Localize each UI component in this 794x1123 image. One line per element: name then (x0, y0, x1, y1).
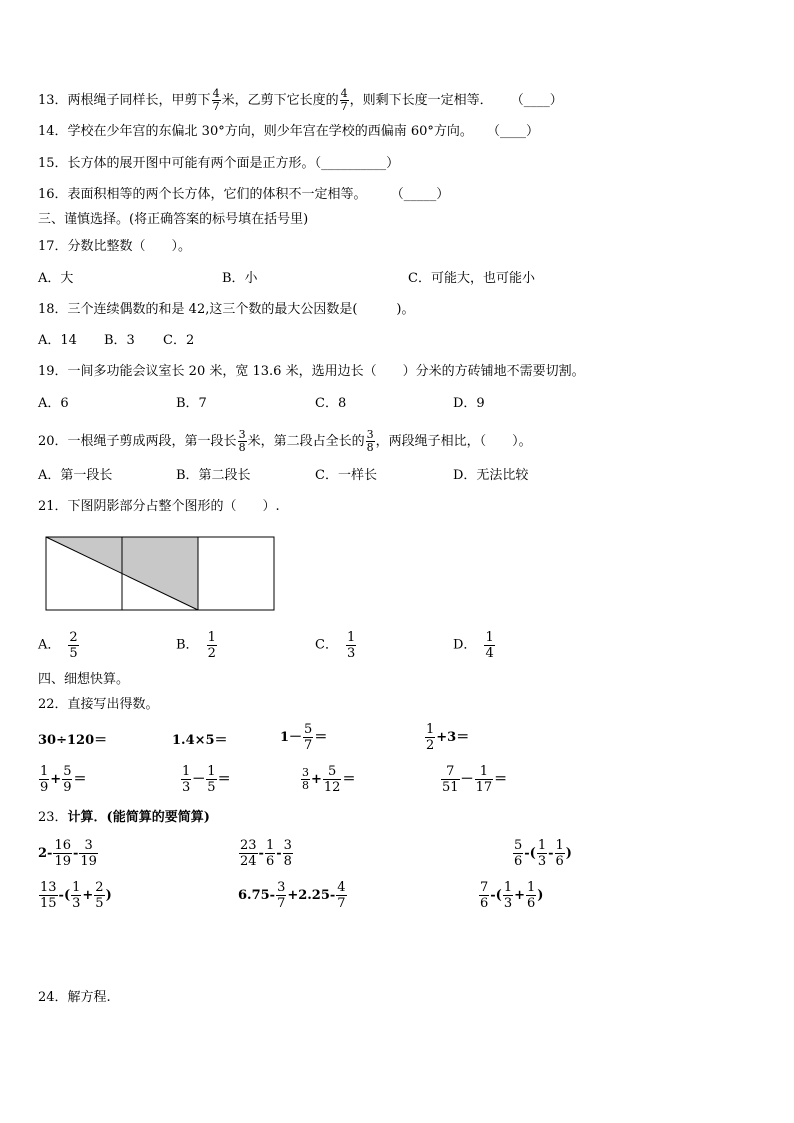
text-segment: 23． (38, 810, 68, 825)
text-segment: - (73, 846, 79, 861)
fraction (39, 880, 58, 911)
text-segment: C． (315, 637, 338, 653)
answer-blank[interactable]: （____） (487, 124, 540, 139)
calc-item (38, 838, 99, 869)
fraction (479, 880, 489, 911)
calc-item (38, 880, 112, 911)
fraction (503, 880, 513, 911)
calc-item: 1.4×5＝ (172, 733, 228, 748)
text-segment: 解方程. (67, 990, 111, 1005)
question-24 (38, 990, 111, 1006)
text-segment: -( (58, 888, 71, 903)
calc-item (280, 722, 327, 753)
option-c[interactable]: C．2 (163, 333, 195, 348)
text-segment: 三个连续偶数的和是 42,这三个数的最大公因数是( )。 (67, 302, 415, 317)
numerator: 23 (240, 838, 257, 853)
denominator: 4 (485, 646, 494, 661)
text-segment: 1－ (280, 730, 303, 745)
option-c[interactable]: C．可能大，也可能小 (408, 271, 535, 286)
denominator: 6 (265, 854, 275, 869)
calc-item (512, 838, 572, 869)
text-segment: 分数比整数（ ）。 (67, 239, 192, 254)
text-segment: ＝ (217, 772, 231, 787)
fraction (513, 838, 523, 869)
denominator: 8 (366, 441, 374, 454)
numerator: 1 (40, 764, 49, 779)
numerator: 2 (95, 880, 104, 895)
fraction (276, 880, 286, 911)
option-b[interactable]: B．小 (222, 271, 258, 286)
text-segment: 24． (38, 990, 68, 1005)
numerator: 7 (446, 764, 455, 779)
question-15 (38, 156, 399, 172)
text-segment: +3＝ (436, 730, 470, 745)
text-segment: 17． (38, 239, 68, 254)
numerator: 3 (277, 880, 286, 895)
text-segment: 16． (38, 187, 68, 202)
question-14 (38, 124, 539, 140)
option-b[interactable]: B．7 (176, 396, 207, 411)
calc-item: 30÷120＝ (38, 733, 108, 748)
text-segment: 15． (38, 156, 68, 171)
text-segment: -( (490, 888, 502, 903)
question-13 (38, 88, 563, 113)
denominator: 24 (240, 854, 257, 869)
denominator: 6 (527, 896, 536, 911)
numerator: 1 (485, 630, 494, 645)
option-b[interactable]: B．第二段长 (176, 468, 251, 483)
text-segment: 计算．(能简算的要简算) (67, 810, 210, 825)
denominator: 7 (212, 100, 220, 113)
calc-item (238, 880, 348, 911)
numerator: 1 (555, 838, 564, 853)
denominator: 12 (323, 780, 341, 795)
denominator: 9 (63, 780, 72, 795)
option-a[interactable]: A．14 (38, 333, 77, 348)
fraction (340, 88, 349, 113)
fraction (283, 838, 293, 869)
fraction (366, 429, 375, 454)
shaded-rectangle-figure (45, 536, 277, 612)
question-19 (38, 364, 585, 380)
question-23 (38, 810, 210, 826)
calc-item (38, 764, 86, 795)
calc-item (238, 838, 294, 869)
text-segment: D． (453, 637, 477, 653)
fraction (323, 764, 342, 795)
fraction (336, 880, 346, 911)
numerator: 3 (84, 838, 93, 853)
text-segment: － (192, 772, 206, 787)
answer-blank[interactable]: （__________） (314, 156, 400, 171)
fraction (425, 722, 435, 753)
numerator: 2 (69, 630, 78, 645)
option-d[interactable] (453, 630, 496, 661)
text-segment: ＝ (314, 730, 328, 745)
question-22 (38, 697, 159, 713)
fraction (238, 429, 247, 454)
calc-item (424, 722, 469, 753)
question-16 (38, 187, 449, 203)
denominator: 9 (40, 780, 49, 795)
text-segment: 21． (38, 499, 68, 514)
text-segment: ＝ (342, 772, 356, 787)
calc-item (478, 880, 543, 911)
text-segment: 一间多功能会议室长 20 米，宽 13.6 米，选用边长（ ）分米的方砖铺地不需要切割。 (67, 364, 585, 379)
numerator: 3 (283, 838, 292, 853)
numerator: 1 (537, 838, 547, 853)
denominator: 6 (480, 896, 489, 911)
fraction (62, 764, 72, 795)
option-d[interactable]: D．无法比较 (453, 468, 529, 483)
numerator: 3 (302, 766, 309, 779)
text-segment: B． (176, 637, 199, 653)
answer-blank[interactable]: （____） (510, 93, 563, 108)
fraction (475, 764, 494, 795)
denominator: 19 (54, 854, 71, 869)
option-a[interactable] (38, 630, 80, 661)
text-segment: 6.75- (238, 888, 276, 903)
text-segment: ) (565, 846, 572, 861)
fraction (537, 838, 547, 869)
numerator: 1 (527, 880, 536, 895)
option-b[interactable] (176, 630, 218, 661)
fraction (94, 880, 104, 911)
text-segment: - (258, 846, 264, 861)
numerator: 1 (479, 764, 488, 779)
numerator: 4 (212, 87, 220, 100)
calc-item (440, 764, 507, 795)
question-17 (38, 239, 191, 255)
calc-item (180, 764, 231, 795)
text-segment: 22． (38, 697, 68, 712)
question-number: 13． (38, 93, 68, 108)
option-c[interactable]: C．一样长 (315, 468, 377, 483)
numerator: 1 (207, 764, 216, 779)
text-segment: 2- (38, 846, 53, 861)
text-segment: ，两段绳子相比，（ ）。 (375, 434, 532, 449)
numerator: 1 (426, 722, 435, 737)
shaded-region-middle (122, 537, 198, 610)
text-segment: 长方体的展开图中可能有两个面是正方形。 (67, 156, 315, 171)
text-segment: 米，乙剪下它长度的 (221, 93, 339, 108)
denominator: 7 (277, 896, 286, 911)
numerator: 1 (72, 880, 81, 895)
fraction (346, 630, 356, 661)
denominator: 3 (537, 854, 547, 869)
fraction (303, 722, 313, 753)
fraction (526, 880, 536, 911)
fraction (207, 630, 217, 661)
text-segment: 14． (38, 124, 68, 139)
text-segment: 20． (38, 434, 68, 449)
numerator: 5 (514, 838, 523, 853)
denominator: 6 (514, 854, 523, 869)
text-segment: ) (537, 888, 544, 903)
fraction (265, 838, 275, 869)
text-segment: 学校在少年宫的东偏北 30°方向，则少年宫在学校的西偏南 60°方向。 (67, 124, 473, 139)
text-segment: 18． (38, 302, 68, 317)
text-segment: ) (105, 888, 112, 903)
denominator: 51 (442, 780, 459, 795)
fraction (181, 764, 191, 795)
text-segment: +2.25- (287, 888, 336, 903)
text-segment: A． (38, 637, 61, 653)
text-segment: - (276, 846, 282, 861)
text-segment: + (514, 888, 526, 903)
fraction (555, 838, 565, 869)
fraction (53, 838, 72, 869)
fraction (301, 767, 310, 792)
denominator: 5 (69, 646, 78, 661)
answer-blank[interactable]: （_____） (390, 187, 450, 202)
fraction (206, 764, 216, 795)
text-segment: 19． (38, 364, 68, 379)
fraction (79, 838, 98, 869)
denominator: 2 (207, 646, 216, 661)
fraction (484, 630, 494, 661)
text-segment: - (548, 846, 554, 861)
denominator: 3 (72, 896, 81, 911)
text-segment: 直接写出得数。 (67, 697, 159, 712)
text-segment: + (311, 772, 322, 787)
numerator: 16 (54, 838, 71, 853)
numerator: 3 (238, 428, 246, 441)
text-segment: 两根绳子同样长，甲剪下 (67, 93, 211, 108)
text-segment: 表面积相等的两个长方体，它们的体积不一定相等。 (67, 187, 367, 202)
denominator: 8 (302, 779, 309, 792)
option-a[interactable]: A．大 (38, 271, 74, 286)
numerator: 7 (480, 880, 489, 895)
text-segment: 下图阴影部分占整个图形的（ ）. (67, 499, 280, 514)
calc-item (300, 764, 355, 795)
text-segment: ，则剩下长度一定相等． (349, 93, 493, 108)
denominator: 5 (207, 780, 216, 795)
text-segment: -( (524, 846, 536, 861)
denominator: 8 (283, 854, 292, 869)
fraction (39, 764, 49, 795)
text-segment: + (82, 888, 94, 903)
numerator: 5 (304, 722, 313, 737)
numerator: 4 (337, 880, 346, 895)
denominator: 17 (475, 780, 493, 795)
option-a[interactable]: A．6 (38, 396, 69, 411)
denominator: 7 (304, 738, 313, 753)
question-18 (38, 302, 415, 318)
text-segment: 米，第二段占全长的 (247, 434, 365, 449)
denominator: 19 (80, 854, 97, 869)
option-d[interactable]: D．9 (453, 396, 485, 411)
denominator: 3 (346, 646, 356, 661)
text-segment: + (50, 772, 62, 787)
denominator: 3 (503, 896, 513, 911)
text-segment: ＝ (73, 772, 87, 787)
option-c[interactable]: C．8 (315, 396, 347, 411)
text-segment: ＝ (494, 772, 508, 787)
fraction (212, 88, 221, 113)
numerator: 13 (40, 880, 57, 895)
option-a[interactable]: A．第一段长 (38, 468, 113, 483)
option-b[interactable]: B．3 (104, 333, 135, 348)
text-segment: － (460, 772, 474, 787)
option-c[interactable] (315, 630, 357, 661)
denominator: 7 (340, 100, 348, 113)
section-heading: 三、谨慎选择。(将正确答案的标号填在括号里) (38, 212, 309, 227)
question-21 (38, 499, 280, 515)
numerator: 1 (265, 838, 275, 853)
denominator: 2 (426, 738, 435, 753)
fraction (68, 630, 78, 661)
numerator: 5 (63, 764, 72, 779)
numerator: 1 (207, 630, 216, 645)
numerator: 5 (328, 764, 337, 779)
denominator: 6 (555, 854, 564, 869)
denominator: 7 (337, 896, 346, 911)
numerator: 1 (182, 764, 191, 779)
denominator: 8 (238, 441, 246, 454)
denominator: 3 (182, 780, 191, 795)
numerator: 1 (346, 630, 356, 645)
numerator: 4 (340, 87, 348, 100)
fraction (441, 764, 460, 795)
question-20 (38, 429, 532, 454)
numerator: 3 (366, 428, 374, 441)
text-segment: 一根绳子剪成两段，第一段长 (67, 434, 237, 449)
denominator: 15 (40, 896, 57, 911)
fraction (71, 880, 81, 911)
numerator: 1 (503, 880, 513, 895)
denominator: 5 (95, 896, 104, 911)
section-heading: 四、细想快算。 (38, 672, 130, 687)
fraction (239, 838, 258, 869)
